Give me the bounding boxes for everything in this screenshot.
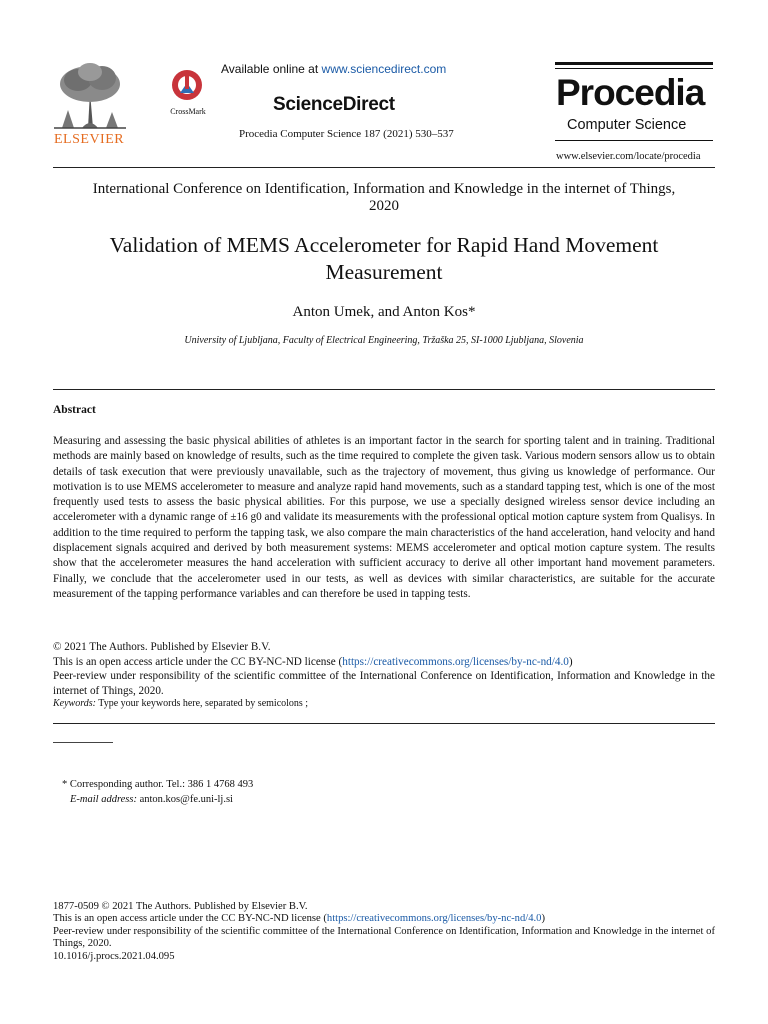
page-footer <box>53 901 715 963</box>
corresponding-author-tel: * Corresponding author. Tel.: 386 1 4768 493 <box>62 779 254 790</box>
conference-line-2: 2020 <box>369 198 399 214</box>
abstract-license-block <box>53 640 715 698</box>
paper-title-line-2: Measurement <box>325 260 443 284</box>
journal-url[interactable]: www.elsevier.com/locate/procedia <box>556 151 701 162</box>
procedia-subtitle: Computer Science <box>567 117 687 133</box>
procedia-bottom-rule <box>555 140 713 141</box>
sciencedirect-title: ScienceDirect <box>273 94 395 115</box>
crossmark-badge[interactable] <box>163 69 213 119</box>
email-label: E-mail address: <box>70 794 137 805</box>
footer-license-link[interactable]: https://creativecommons.org/licenses/by-nc-nd/4.0 <box>326 913 542 925</box>
abstract-license <box>53 655 715 670</box>
paper-affiliation: University of Ljubljana, Faculty of Electrical Engineering, Tržaška 25, SI-1000 Ljubljana, Slovenia <box>184 335 584 346</box>
header-divider <box>53 167 715 168</box>
elsevier-logo <box>50 62 130 148</box>
available-online-prefix: Available online at <box>221 62 322 76</box>
paper-title-line-1: Validation of MEMS Accelerometer for Rapid Hand Movement <box>109 233 659 257</box>
footnote-rule <box>53 742 113 743</box>
abstract-heading: Abstract <box>53 404 96 416</box>
elsevier-tree-icon <box>52 62 128 130</box>
footer-peer-review: Peer-review under responsibility of the scientific committee of the International Conference on Identification, Information and Knowledge in the internet of Things, 2020. <box>53 925 715 950</box>
email-value[interactable]: anton.kos@fe.uni-lj.si <box>136 794 233 805</box>
keywords-value: Type your keywords here, separated by semicolons ; <box>95 698 309 709</box>
sciencedirect-link[interactable]: www.sciencedirect.com <box>321 62 447 76</box>
keywords <box>53 698 308 709</box>
footer-license-prefix: This is an open access article under the CC BY-NC-ND license ( <box>53 913 327 925</box>
crossmark-label: CrossMark <box>170 107 206 116</box>
conference-name <box>40 181 728 215</box>
procedia-title: Procedia <box>556 72 705 113</box>
keywords-label: Keywords: <box>53 698 96 709</box>
available-online <box>221 62 446 76</box>
footer-doi[interactable]: 10.1016/j.procs.2021.04.095 <box>53 950 175 962</box>
paper-authors: Anton Umek, and Anton Kos* <box>292 304 476 320</box>
procedia-logo <box>555 62 715 146</box>
abstract-license-suffix: ) <box>568 655 573 668</box>
paper-title <box>40 232 728 286</box>
abstract-copyright: © 2021 The Authors. Published by Elsevier B.V. <box>53 641 271 653</box>
corresponding-author-email <box>62 792 253 807</box>
conference-line-1: International Conference on Identification, Information and Knowledge in the internet of Things, <box>92 181 676 197</box>
abstract-license-prefix: This is an open access article under the CC BY-NC-ND license ( <box>53 655 343 668</box>
footer-license <box>53 913 715 925</box>
abstract-body: Measuring and assessing the basic physical abilities of athletes is an important factor in the search for sporting talent and in training. Traditional methods are mainly based on knowledge of results, such as the time required to complete the given task. Various modern sensors allow us to obtain details of task execution that were previously unavailable, such as the trajectory of movement, thus giving us knowledge of performance. Our motivation is to use MEMS accelerometer to measure and analyze rapid hand movements, such as a standard tapping test, which is one of the most frequently used tests to assess the basic physical abilities. For this purpose, we use a specially designed wireless sensor device including an accelerometer with a dynamic range of ±16 g0 and validate its measurements with the professional optical motion capture system from Qualisys. In addition to the time required to perform the tapping task, we also compare the main characteristics of the hand acceleration, hand velocity and hand displacement signals acquired and derived by both measurement systems: MEMS accelerometer and optical motion capture system. The results show that the accelerometer measures the hand acceleration with sufficient accuracy to derive all other important hand movement parameters. Finally, we conclude that the accelerometer used in our tests, as well as devices with similar characteristics, are suitable for the accurate measurement of the tapping performance variables and can therefore be used in tapping tests. <box>53 435 715 600</box>
journal-citation: Procedia Computer Science 187 (2021) 530–537 <box>239 128 454 140</box>
elsevier-logo-text: ELSEVIER <box>54 132 125 147</box>
footer-issn: 1877-0509 © 2021 The Authors. Published by Elsevier B.V. <box>53 901 308 912</box>
footer-license-suffix: ) <box>541 913 545 925</box>
procedia-top-rule <box>555 62 713 65</box>
abstract-peer-review: Peer-review under responsibility of the scientific committee of the International Conference on Identification, Information and Knowledge in the internet of Things, 2020. <box>53 670 715 697</box>
abstract-bottom-divider <box>53 723 715 724</box>
corresponding-author <box>62 777 253 807</box>
crossmark-icon <box>171 69 203 105</box>
procedia-top-rule-thin <box>555 68 713 69</box>
abstract-top-divider <box>53 389 715 390</box>
abstract-license-link[interactable]: https://creativecommons.org/licenses/by-nc-nd/4.0 <box>342 655 569 668</box>
